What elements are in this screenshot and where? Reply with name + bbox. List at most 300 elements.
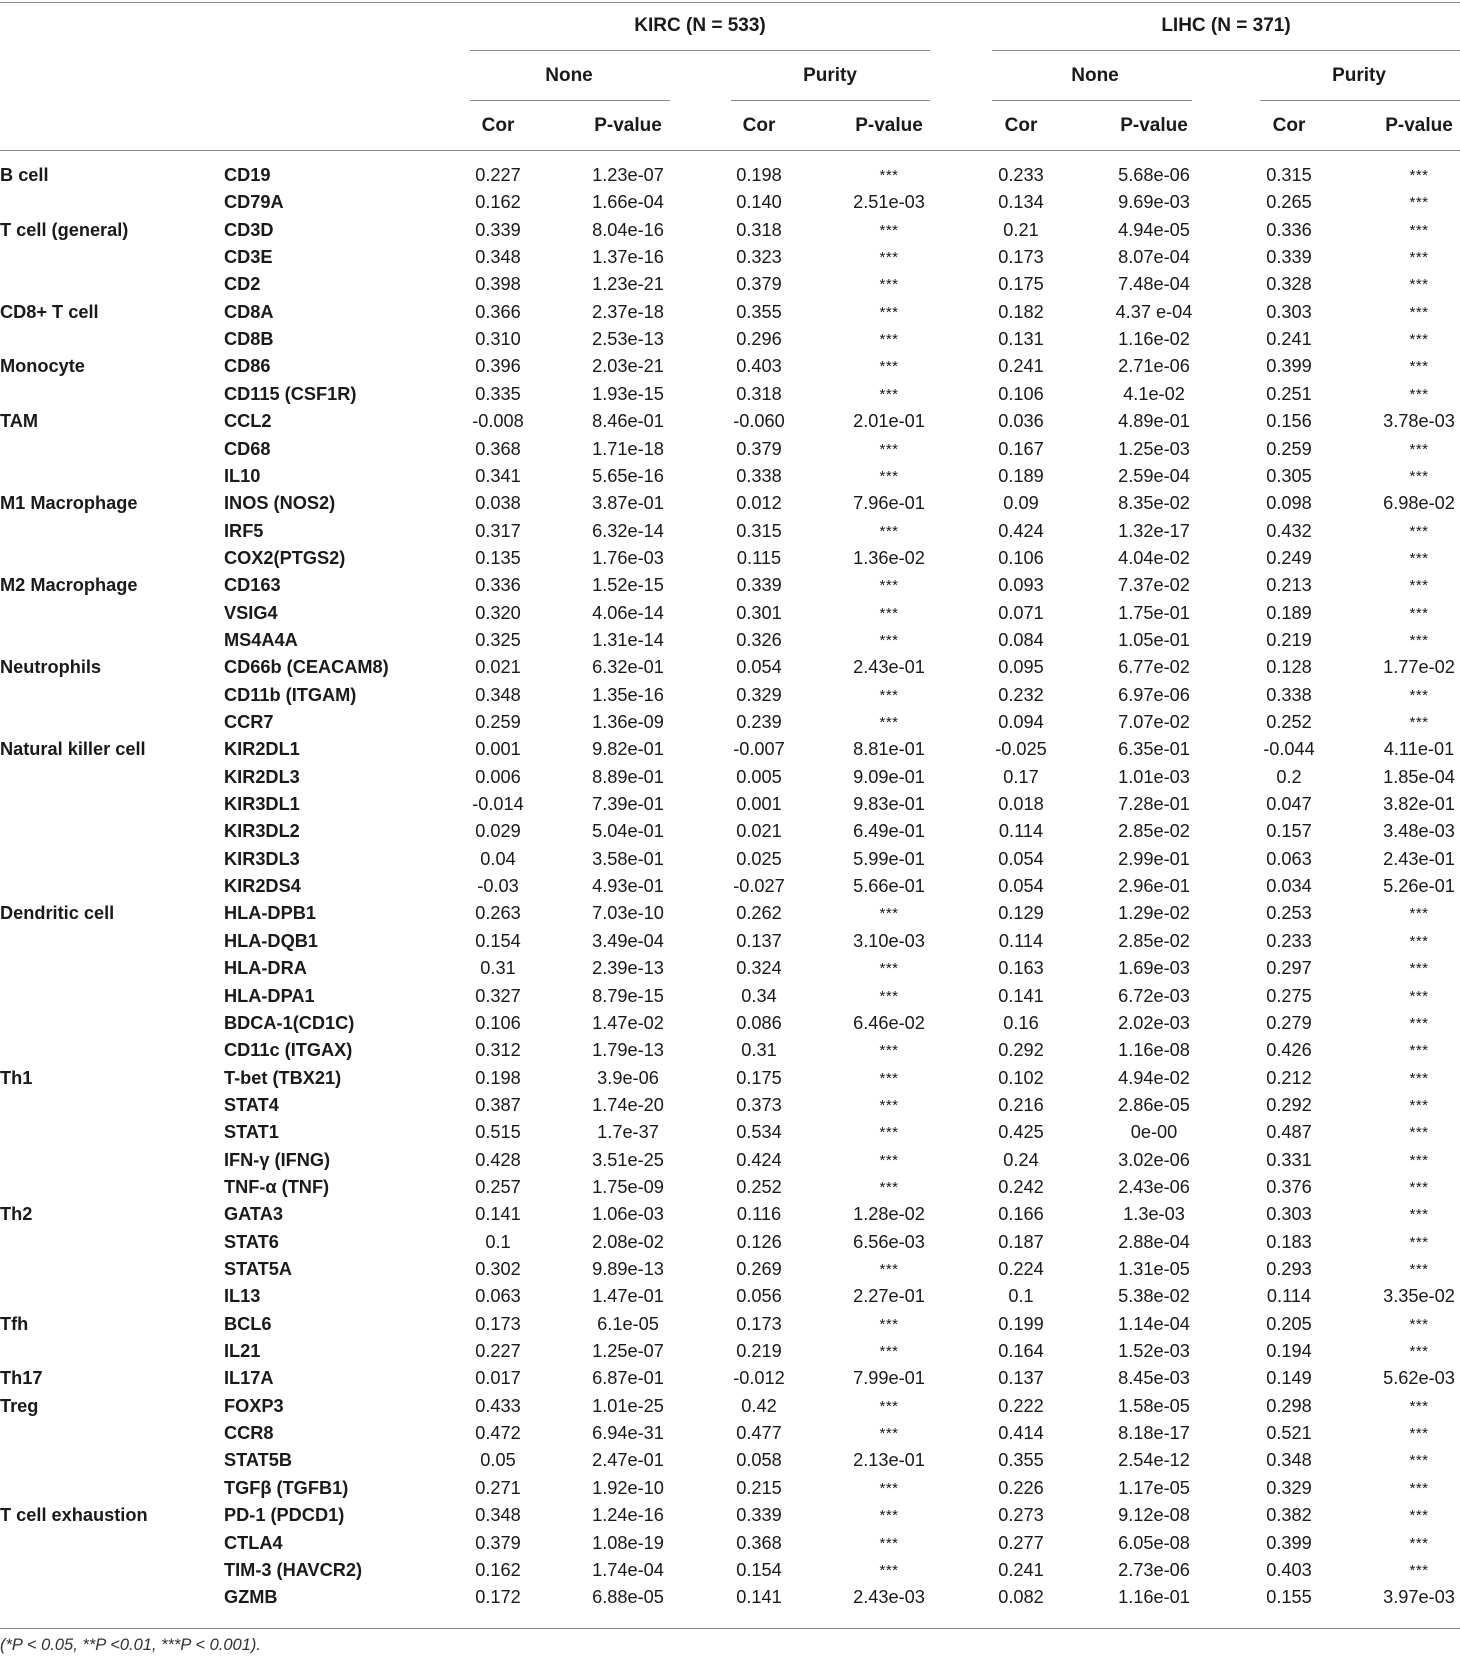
table-row	[0, 1174, 1460, 1201]
value-kirc-purity-pvalue: 7.99e-01	[853, 1368, 925, 1389]
value-kirc-none-cor: 0.021	[475, 657, 521, 678]
header-lihc-none: None	[1071, 65, 1119, 86]
gene-marker-label: PD-1 (PDCD1)	[224, 1505, 345, 1526]
value-lihc-purity-pvalue: ***	[1409, 276, 1429, 294]
value-kirc-none-cor: 0.433	[475, 1395, 521, 1416]
value-kirc-none-pvalue: 1.79e-13	[592, 1040, 664, 1061]
value-kirc-purity-pvalue: ***	[879, 358, 899, 376]
value-kirc-purity-pvalue: ***	[879, 1507, 899, 1525]
value-lihc-purity-cor: 0.047	[1266, 794, 1312, 815]
gene-marker-label: CD163	[224, 575, 281, 596]
table-row	[0, 1420, 1460, 1447]
value-kirc-purity-cor: 0.373	[736, 1094, 782, 1115]
value-lihc-none-pvalue: 2.86e-05	[1118, 1094, 1190, 1115]
value-lihc-none-pvalue: 2.96e-01	[1118, 876, 1190, 897]
table-row	[0, 1092, 1460, 1119]
value-kirc-none-cor: 0.271	[475, 1477, 521, 1498]
value-lihc-purity-pvalue: ***	[1409, 1014, 1429, 1032]
col-kirc-purity-pvalue: P-value	[855, 115, 923, 136]
value-kirc-none-cor: 0.173	[475, 1313, 521, 1334]
value-lihc-none-pvalue: 1.3e-03	[1123, 1204, 1185, 1225]
value-lihc-none-cor: 0.141	[998, 985, 1044, 1006]
value-kirc-none-cor: 0.063	[475, 1286, 521, 1307]
table-row	[0, 1229, 1460, 1256]
value-kirc-none-cor: 0.259	[475, 712, 521, 732]
value-kirc-none-pvalue: 1.37e-16	[592, 247, 664, 268]
value-lihc-none-pvalue: 8.45e-03	[1118, 1368, 1190, 1389]
value-kirc-none-cor: 0.227	[475, 165, 521, 185]
value-lihc-purity-pvalue: ***	[1409, 1315, 1429, 1333]
table-row	[0, 1119, 1460, 1146]
value-lihc-none-cor: 0.114	[998, 821, 1044, 842]
table-row	[0, 1393, 1460, 1420]
header-bottom-rule	[0, 150, 1460, 151]
gene-marker-label: KIR3DL3	[224, 848, 300, 869]
value-kirc-none-cor: 0.428	[475, 1149, 521, 1170]
value-lihc-none-cor: 0.082	[998, 1587, 1044, 1608]
value-kirc-purity-cor: 0.324	[736, 958, 782, 979]
cell-type-label: B cell	[0, 165, 49, 185]
value-kirc-purity-cor: 0.154	[736, 1559, 782, 1580]
value-kirc-purity-pvalue: 2.51e-03	[853, 192, 925, 213]
value-kirc-none-pvalue: 8.79e-15	[592, 985, 664, 1006]
value-kirc-purity-pvalue: ***	[879, 960, 899, 978]
value-lihc-none-cor: 0.273	[998, 1505, 1044, 1526]
value-lihc-none-cor: 0.21	[1003, 219, 1039, 240]
value-kirc-none-pvalue: 3.87e-01	[592, 493, 664, 514]
value-kirc-none-pvalue: 1.31e-14	[592, 629, 664, 650]
value-lihc-purity-cor: 0.426	[1266, 1040, 1312, 1061]
value-kirc-none-pvalue: 1.75e-09	[592, 1176, 664, 1197]
value-kirc-purity-cor: -0.012	[733, 1368, 785, 1389]
table-row	[0, 873, 1460, 900]
value-lihc-purity-cor: 0.432	[1266, 520, 1312, 541]
value-lihc-purity-cor: 0.293	[1266, 1259, 1312, 1279]
kirc-none-rule	[470, 100, 670, 101]
value-kirc-purity-pvalue: ***	[879, 1261, 899, 1278]
value-lihc-purity-pvalue: ***	[1409, 1479, 1429, 1497]
value-kirc-none-cor: 0.348	[475, 247, 521, 268]
value-kirc-purity-pvalue: ***	[879, 1561, 899, 1579]
value-kirc-purity-pvalue: ***	[879, 167, 899, 184]
value-lihc-purity-pvalue: 5.26e-01	[1383, 876, 1455, 897]
value-kirc-none-pvalue: 1.01e-25	[592, 1395, 664, 1416]
value-lihc-purity-cor: 0.249	[1266, 547, 1312, 568]
table-row	[0, 1502, 1460, 1529]
table-row	[0, 162, 1460, 189]
value-lihc-none-cor: 0.166	[998, 1204, 1044, 1225]
value-kirc-none-pvalue: 1.23e-07	[592, 165, 664, 185]
value-lihc-purity-cor: 0.213	[1266, 575, 1312, 596]
value-kirc-none-pvalue: 3.49e-04	[592, 930, 664, 951]
value-lihc-purity-cor: 0.149	[1266, 1368, 1312, 1389]
header-lihc: LIHC (N = 371)	[1161, 15, 1291, 36]
table-row	[0, 1338, 1460, 1365]
table-row	[0, 326, 1460, 353]
value-kirc-none-cor: 0.325	[475, 629, 521, 650]
lihc-none-rule	[992, 100, 1192, 101]
value-lihc-none-pvalue: 2.02e-03	[1118, 1012, 1190, 1033]
value-kirc-none-pvalue: 3.9e-06	[597, 1067, 659, 1088]
value-kirc-purity-cor: 0.338	[736, 465, 782, 486]
value-lihc-none-pvalue: 5.68e-06	[1118, 165, 1190, 185]
gene-marker-label: CD19	[224, 165, 271, 185]
gene-marker-label: TNF-α (TNF)	[224, 1176, 330, 1197]
gene-marker-label: IL21	[224, 1341, 261, 1362]
value-kirc-purity-pvalue: ***	[879, 303, 899, 321]
value-kirc-none-pvalue: 2.03e-21	[592, 356, 664, 377]
value-kirc-none-pvalue: 3.58e-01	[592, 848, 664, 869]
value-lihc-none-cor: 0.1	[1008, 1286, 1034, 1307]
table-row	[0, 709, 1460, 736]
table-row	[0, 1557, 1460, 1584]
value-kirc-purity-pvalue: ***	[879, 1178, 899, 1196]
value-kirc-purity-pvalue: ***	[879, 1069, 899, 1087]
value-lihc-purity-pvalue: ***	[1409, 522, 1429, 540]
value-lihc-purity-cor: 0.376	[1266, 1176, 1312, 1197]
value-lihc-none-cor: 0.167	[998, 438, 1044, 459]
value-lihc-purity-pvalue: ***	[1409, 331, 1429, 349]
value-kirc-none-pvalue: 1.06e-03	[592, 1204, 664, 1225]
value-lihc-purity-pvalue: ***	[1409, 1096, 1429, 1114]
gene-marker-label: CD68	[224, 438, 271, 459]
value-kirc-none-pvalue: 8.04e-16	[592, 219, 664, 240]
value-kirc-purity-cor: 0.329	[736, 684, 782, 705]
value-kirc-none-cor: 0.263	[475, 903, 521, 924]
value-kirc-purity-pvalue: 9.83e-01	[853, 794, 925, 815]
value-kirc-none-cor: 0.135	[475, 547, 521, 568]
value-kirc-purity-cor: 0.403	[736, 356, 782, 377]
value-kirc-purity-pvalue: ***	[879, 686, 899, 704]
table-row	[0, 1037, 1460, 1064]
gene-marker-label: CCL2	[224, 411, 272, 432]
value-lihc-purity-cor: 0.328	[1266, 274, 1312, 295]
value-lihc-purity-pvalue: 6.98e-02	[1383, 493, 1455, 514]
cell-type-label: Dendritic cell	[0, 903, 115, 924]
value-kirc-purity-cor: 0.269	[736, 1259, 782, 1279]
value-kirc-purity-cor: 0.262	[736, 903, 782, 924]
value-lihc-purity-pvalue: ***	[1409, 1206, 1429, 1224]
value-lihc-purity-pvalue: 2.43e-01	[1383, 848, 1455, 869]
gene-marker-label: CD11b (ITGAM)	[224, 684, 357, 705]
value-lihc-none-cor: 0.071	[998, 602, 1044, 623]
gene-marker-label: STAT5A	[224, 1259, 293, 1279]
value-lihc-purity-cor: 0.305	[1266, 465, 1312, 486]
value-lihc-purity-cor: 0.157	[1266, 821, 1312, 842]
gene-marker-label: CCR7	[224, 712, 274, 732]
value-lihc-none-pvalue: 8.07e-04	[1118, 247, 1190, 268]
gene-marker-label: GZMB	[224, 1587, 278, 1608]
gene-marker-label: KIR2DL3	[224, 766, 300, 787]
value-lihc-purity-cor: 0.194	[1266, 1341, 1312, 1362]
value-lihc-purity-cor: 0.292	[1266, 1094, 1312, 1115]
value-kirc-purity-pvalue: ***	[879, 440, 899, 458]
value-kirc-none-cor: 0.302	[475, 1259, 521, 1279]
value-lihc-none-cor: -0.025	[995, 739, 1047, 760]
value-kirc-purity-pvalue: ***	[879, 1096, 899, 1114]
value-lihc-purity-cor: 0.189	[1266, 602, 1312, 623]
value-kirc-none-pvalue: 5.65e-16	[592, 465, 664, 486]
value-lihc-purity-pvalue: 3.48e-03	[1383, 821, 1455, 842]
value-kirc-none-pvalue: 6.88e-05	[592, 1587, 664, 1608]
value-lihc-purity-cor: 0.2	[1276, 766, 1302, 787]
value-kirc-purity-cor: 0.296	[736, 329, 782, 350]
cell-type-label: CD8+ T cell	[0, 301, 99, 322]
value-kirc-none-cor: 0.472	[475, 1423, 521, 1444]
value-kirc-purity-pvalue: ***	[879, 1124, 899, 1142]
value-kirc-purity-pvalue: 2.43e-03	[853, 1587, 925, 1608]
value-kirc-purity-pvalue: ***	[879, 1425, 899, 1443]
value-lihc-none-cor: 0.018	[998, 794, 1044, 815]
table-row	[0, 764, 1460, 791]
value-lihc-purity-pvalue: ***	[1409, 1151, 1429, 1169]
value-kirc-none-cor: 0.317	[475, 520, 521, 541]
value-lihc-none-cor: 0.137	[998, 1368, 1044, 1389]
value-lihc-purity-cor: 0.297	[1266, 958, 1312, 979]
value-lihc-none-cor: 0.102	[998, 1067, 1044, 1088]
value-kirc-none-cor: 0.106	[475, 1012, 521, 1033]
value-kirc-purity-pvalue: ***	[879, 1343, 899, 1361]
value-kirc-none-pvalue: 6.87e-01	[592, 1368, 664, 1389]
value-kirc-purity-cor: -0.060	[733, 411, 785, 432]
value-lihc-purity-pvalue: ***	[1409, 1261, 1429, 1278]
value-lihc-none-cor: 0.222	[998, 1395, 1044, 1416]
value-lihc-none-cor: 0.175	[998, 274, 1044, 295]
gene-marker-label: KIR3DL1	[224, 794, 300, 815]
value-kirc-purity-pvalue: 2.01e-01	[853, 411, 925, 432]
footnote: (*P < 0.05, **P <0.01, ***P < 0.001).	[0, 1636, 261, 1654]
value-lihc-none-pvalue: 2.73e-06	[1118, 1559, 1190, 1580]
value-kirc-purity-cor: 0.326	[736, 629, 782, 650]
value-lihc-purity-pvalue: ***	[1409, 167, 1429, 184]
value-lihc-none-cor: 0.425	[998, 1122, 1044, 1143]
value-kirc-none-cor: 0.398	[475, 274, 521, 295]
value-lihc-none-pvalue: 7.37e-02	[1118, 575, 1190, 596]
value-kirc-none-cor: 0.339	[475, 219, 521, 240]
gene-marker-label: STAT4	[224, 1094, 279, 1115]
table-row	[0, 436, 1460, 463]
value-lihc-none-cor: 0.114	[998, 930, 1044, 951]
gene-marker-label: BCL6	[224, 1313, 272, 1334]
value-kirc-none-pvalue: 2.53e-13	[592, 329, 664, 350]
value-kirc-none-cor: -0.03	[477, 876, 519, 897]
value-kirc-none-cor: 0.366	[475, 301, 521, 322]
value-lihc-none-cor: 0.131	[998, 329, 1044, 350]
gene-marker-label: GATA3	[224, 1204, 283, 1225]
header-kirc-none: None	[545, 65, 593, 86]
table-row	[0, 299, 1460, 326]
value-lihc-purity-pvalue: ***	[1409, 1233, 1429, 1251]
value-lihc-none-cor: 0.224	[998, 1259, 1044, 1279]
gene-marker-label: CD3E	[224, 247, 273, 268]
value-lihc-purity-pvalue: ***	[1409, 577, 1429, 595]
value-kirc-none-cor: 0.348	[475, 684, 521, 705]
gene-marker-label: CD86	[224, 356, 271, 377]
value-kirc-purity-pvalue: ***	[879, 1534, 899, 1552]
cell-type-label: Th1	[0, 1067, 33, 1088]
value-kirc-purity-cor: 0.34	[741, 985, 777, 1006]
value-kirc-purity-cor: 0.058	[736, 1450, 782, 1471]
gene-marker-label: HLA-DRA	[224, 958, 307, 979]
value-lihc-purity-cor: 0.336	[1266, 219, 1312, 240]
value-kirc-purity-cor: 0.137	[736, 930, 782, 951]
value-kirc-none-pvalue: 6.32e-01	[592, 657, 664, 678]
value-lihc-purity-cor: 0.382	[1266, 1505, 1312, 1526]
value-kirc-purity-cor: 0.323	[736, 247, 782, 268]
gene-marker-label: VSIG4	[224, 602, 278, 623]
value-kirc-purity-cor: 0.355	[736, 301, 782, 322]
value-lihc-none-cor: 0.16	[1003, 1012, 1039, 1033]
value-lihc-purity-pvalue: ***	[1409, 1425, 1429, 1443]
value-lihc-purity-cor: 0.063	[1266, 848, 1312, 869]
table-row	[0, 1584, 1460, 1611]
value-lihc-purity-pvalue: ***	[1409, 1069, 1429, 1087]
value-lihc-none-pvalue: 6.97e-06	[1118, 684, 1190, 705]
value-lihc-purity-pvalue: ***	[1409, 358, 1429, 376]
gene-marker-label: STAT1	[224, 1122, 279, 1143]
value-lihc-purity-cor: 0.183	[1266, 1231, 1312, 1252]
value-lihc-none-pvalue: 6.72e-03	[1118, 985, 1190, 1006]
gene-marker-label: HLA-DPA1	[224, 985, 315, 1006]
value-lihc-none-pvalue: 1.17e-05	[1118, 1477, 1190, 1498]
gene-marker-label: IL10	[224, 465, 261, 486]
value-kirc-purity-pvalue: ***	[879, 1479, 899, 1497]
value-lihc-none-pvalue: 7.07e-02	[1118, 712, 1190, 732]
value-kirc-purity-cor: 0.198	[736, 165, 782, 185]
value-lihc-purity-pvalue: ***	[1409, 440, 1429, 458]
value-kirc-purity-pvalue: ***	[879, 522, 899, 540]
value-kirc-purity-cor: 0.534	[736, 1122, 782, 1143]
value-lihc-none-pvalue: 9.69e-03	[1118, 192, 1190, 213]
value-kirc-none-pvalue: 1.25e-07	[592, 1341, 664, 1362]
value-kirc-purity-pvalue: 8.81e-01	[853, 739, 925, 760]
gene-marker-label: HLA-DQB1	[224, 930, 318, 951]
value-lihc-purity-cor: 0.265	[1266, 192, 1312, 213]
value-kirc-none-pvalue: 2.37e-18	[592, 301, 664, 322]
value-lihc-none-cor: 0.095	[998, 657, 1044, 678]
table-row	[0, 736, 1460, 763]
value-kirc-purity-pvalue: ***	[879, 631, 899, 649]
value-lihc-none-pvalue: 4.37 e-04	[1115, 301, 1193, 322]
table-row	[0, 1475, 1460, 1502]
value-kirc-purity-pvalue: ***	[879, 221, 899, 239]
gene-marker-label: IL13	[224, 1286, 261, 1307]
value-lihc-purity-cor: 0.252	[1266, 712, 1312, 732]
value-kirc-purity-cor: -0.007	[733, 739, 785, 760]
value-kirc-none-cor: 0.396	[475, 356, 521, 377]
value-lihc-purity-cor: 0.098	[1266, 493, 1312, 514]
table-row	[0, 1147, 1460, 1174]
table-row	[0, 600, 1460, 627]
value-lihc-none-cor: 0.241	[998, 1559, 1044, 1580]
value-kirc-none-cor: 0.515	[475, 1122, 521, 1143]
gene-marker-label: KIR2DS4	[224, 876, 301, 897]
table-row	[0, 955, 1460, 982]
value-lihc-purity-pvalue: 5.62e-03	[1383, 1368, 1455, 1389]
value-lihc-purity-pvalue: ***	[1409, 1178, 1429, 1196]
gene-marker-label: TGFβ (TGFB1)	[224, 1477, 349, 1498]
value-lihc-none-cor: 0.233	[998, 165, 1044, 185]
table-row	[0, 791, 1460, 818]
header-kirc: KIRC (N = 533)	[634, 15, 766, 36]
table-row	[0, 1201, 1460, 1228]
value-kirc-purity-pvalue: 5.99e-01	[853, 848, 925, 869]
value-kirc-none-cor: 0.327	[475, 985, 521, 1006]
value-lihc-none-pvalue: 5.38e-02	[1118, 1286, 1190, 1307]
value-lihc-purity-cor: 0.251	[1266, 383, 1312, 404]
value-lihc-none-cor: 0.24	[1003, 1149, 1039, 1170]
value-lihc-none-cor: 0.292	[998, 1040, 1044, 1061]
value-lihc-none-cor: 0.241	[998, 356, 1044, 377]
table-row	[0, 682, 1460, 709]
header-lihc-purity: Purity	[1332, 65, 1386, 86]
table-row	[0, 572, 1460, 599]
value-kirc-none-cor: 0.038	[475, 493, 521, 514]
table-row	[0, 928, 1460, 955]
value-kirc-none-pvalue: 9.82e-01	[592, 739, 664, 760]
table-row	[0, 381, 1460, 408]
value-lihc-purity-cor: -0.044	[1263, 739, 1315, 760]
value-lihc-none-pvalue: 9.12e-08	[1118, 1505, 1190, 1526]
value-lihc-none-pvalue: 6.77e-02	[1118, 657, 1190, 678]
value-lihc-purity-cor: 0.205	[1266, 1313, 1312, 1334]
table-row	[0, 1256, 1460, 1283]
value-kirc-none-cor: 0.029	[475, 821, 521, 842]
value-kirc-purity-cor: 0.42	[741, 1395, 777, 1416]
table-row	[0, 983, 1460, 1010]
table-row	[0, 1311, 1460, 1338]
value-lihc-none-pvalue: 2.71e-06	[1118, 356, 1190, 377]
value-kirc-none-cor: 0.320	[475, 602, 521, 623]
value-lihc-none-pvalue: 8.18e-17	[1118, 1423, 1190, 1444]
gene-marker-label: BDCA-1(CD1C)	[224, 1012, 355, 1033]
value-lihc-none-pvalue: 4.1e-02	[1123, 383, 1185, 404]
value-kirc-none-cor: 0.257	[475, 1176, 521, 1197]
value-lihc-none-cor: 0.129	[998, 903, 1044, 924]
value-kirc-none-cor: 0.368	[475, 438, 521, 459]
value-kirc-purity-pvalue: ***	[879, 249, 899, 267]
value-kirc-none-pvalue: 6.1e-05	[597, 1313, 659, 1334]
value-lihc-none-pvalue: 2.43e-06	[1118, 1176, 1190, 1197]
cell-type-label: M2 Macrophage	[0, 575, 138, 596]
value-kirc-purity-pvalue: ***	[879, 1042, 899, 1060]
value-lihc-none-cor: 0.355	[998, 1450, 1044, 1471]
col-lihc-purity-pvalue: P-value	[1385, 115, 1453, 136]
value-lihc-none-pvalue: 2.99e-01	[1118, 848, 1190, 869]
table-row	[0, 1283, 1460, 1310]
value-lihc-none-pvalue: 7.48e-04	[1118, 274, 1190, 295]
value-lihc-none-pvalue: 4.94e-05	[1118, 219, 1190, 240]
value-kirc-purity-cor: 0.116	[736, 1204, 782, 1225]
value-lihc-purity-cor: 0.219	[1266, 629, 1312, 650]
value-lihc-none-cor: 0.09	[1003, 493, 1039, 514]
value-kirc-none-cor: 0.312	[475, 1040, 521, 1061]
gene-marker-label: T-bet (TBX21)	[224, 1067, 342, 1088]
col-lihc-purity-cor: Cor	[1272, 115, 1306, 136]
value-lihc-purity-cor: 0.339	[1266, 247, 1312, 268]
value-lihc-purity-cor: 0.487	[1266, 1122, 1312, 1143]
table-row	[0, 900, 1460, 927]
value-lihc-none-pvalue: 1.16e-08	[1118, 1040, 1190, 1061]
value-kirc-purity-cor: 0.115	[736, 547, 782, 568]
value-lihc-none-cor: 0.163	[998, 958, 1044, 979]
value-lihc-none-cor: 0.242	[998, 1176, 1044, 1197]
value-lihc-purity-pvalue: 3.97e-03	[1383, 1587, 1455, 1608]
cell-type-label: M1 Macrophage	[0, 493, 138, 514]
value-kirc-purity-pvalue: 1.36e-02	[853, 547, 925, 568]
value-kirc-none-cor: 0.05	[480, 1450, 516, 1471]
value-kirc-none-pvalue: 1.23e-21	[592, 274, 664, 295]
